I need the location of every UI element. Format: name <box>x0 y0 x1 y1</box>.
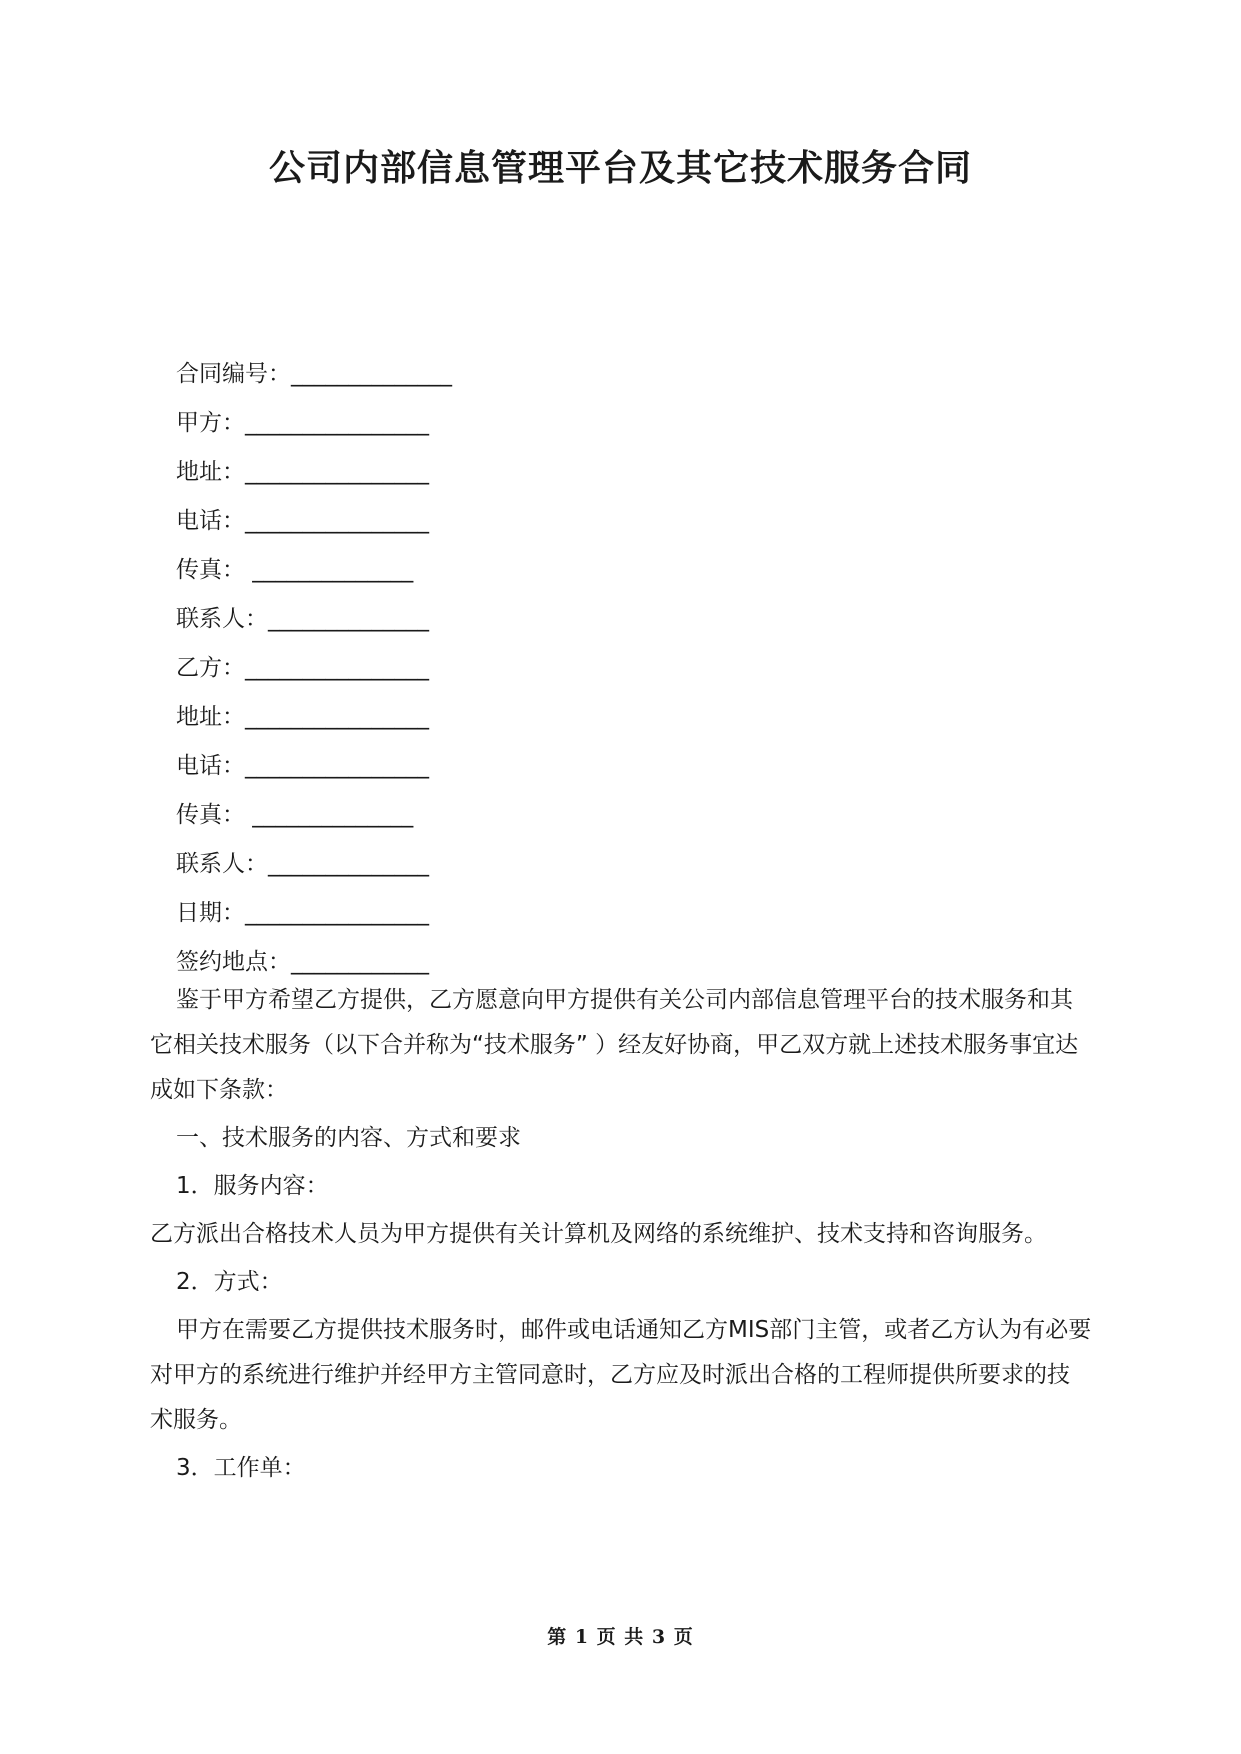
contract-body <box>150 978 1092 1494</box>
clause-heading-method: 2．方式： <box>176 1269 283 1295</box>
clause-paragraph-service-content: 乙方派出合格技术人员为甲方提供有关计算机及网络的系统维护、技术支持和咨询服务。 <box>150 1221 1047 1247</box>
party-a-contact-field: 联系人：______________ <box>176 606 429 632</box>
signing-location-field: 签约地点：____________ <box>176 949 429 975</box>
clause-heading-service-content: 1．服务内容： <box>176 1173 329 1199</box>
date-field: 日期：________________ <box>176 900 429 926</box>
page-number-footer: 第 1 页 共 3 页 <box>547 1626 694 1648</box>
party-b-field: 乙方：________________ <box>176 655 429 681</box>
party-a-field: 甲方：________________ <box>176 410 429 436</box>
party-b-contact-field: 联系人：______________ <box>176 851 429 877</box>
preamble-paragraph: 鉴于甲方希望乙方提供，乙方愿意向甲方提供有关公司内部信息管理平台的技术服务和其它相关技术服务（以下合并称为“技术服务” ）经友好协商，甲乙双方就上述技术服务事宜达成如下条款： <box>150 987 1079 1103</box>
contract-number-field: 合同编号：______________ <box>176 361 452 387</box>
party-b-fax-field: 传真： ______________ <box>176 802 414 828</box>
party-a-fax-field: 传真： ______________ <box>176 557 414 583</box>
party-a-address-field: 地址：________________ <box>176 459 429 485</box>
document-title: 公司内部信息管理平台及其它技术服务合同 <box>268 148 972 189</box>
clause-heading-work-order: 3．工作单： <box>176 1455 306 1481</box>
party-b-address-field: 地址：________________ <box>176 704 429 730</box>
section-heading: 一、技术服务的内容、方式和要求 <box>176 1125 521 1151</box>
party-info-fields <box>176 350 452 987</box>
party-a-phone-field: 电话：________________ <box>176 508 429 534</box>
party-b-phone-field: 电话：________________ <box>176 753 429 779</box>
clause-paragraph-method: 甲方在需要乙方提供技术服务时，邮件或电话通知乙方MIS部门主管，或者乙方认为有必要对甲方的系统进行维护并经甲方主管同意时，乙方应及时派出合格的工程师提供所要求的技术服务。 <box>150 1317 1092 1433</box>
